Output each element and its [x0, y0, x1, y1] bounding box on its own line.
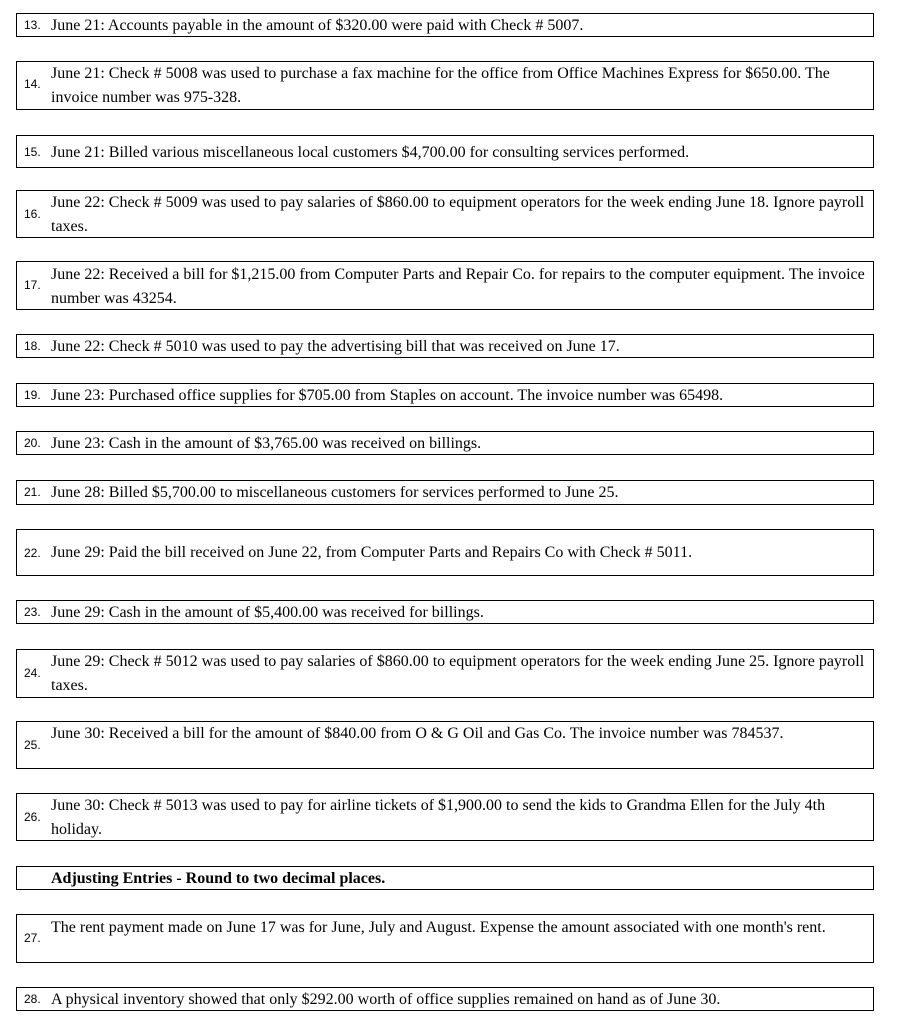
- list-item: [16, 334, 874, 358]
- item-number: 23.: [24, 605, 41, 619]
- list-item: [16, 529, 874, 576]
- item-number: 16.: [24, 207, 41, 221]
- item-text: June 21: Billed various miscellaneous local customers $4,700.00 for consulting services performed.: [51, 144, 690, 161]
- item-number: 17.: [24, 278, 41, 292]
- item-text: June 21: Accounts payable in the amount of $320.00 were paid with Check # 5007.: [51, 17, 584, 34]
- item-text: June 23: Cash in the amount of $3,765.00 was received on billings.: [51, 435, 482, 452]
- item-number: 15.: [24, 145, 41, 159]
- item-number: 26.: [24, 810, 41, 824]
- list-item: [16, 793, 874, 841]
- list-item: [16, 261, 874, 310]
- item-number: 22.: [24, 546, 41, 560]
- list-item: [16, 431, 874, 455]
- list-item: [16, 190, 874, 238]
- item-text: June 21: Check # 5008 was used to purchase a fax machine for the office from Office Machines Express for $650.00. The invoice number was 975-328.: [51, 65, 830, 106]
- item-number: 24.: [24, 666, 41, 680]
- item-number: 21.: [24, 485, 41, 499]
- item-number: 19.: [24, 388, 41, 402]
- list-item: [16, 13, 874, 37]
- item-number: 13.: [24, 18, 41, 32]
- list-item: [16, 61, 874, 110]
- list-item: [16, 480, 874, 505]
- item-number: 14.: [24, 77, 41, 91]
- item-number: 20.: [24, 436, 41, 450]
- item-text: June 28: Billed $5,700.00 to miscellaneous customers for services performed to June 25.: [51, 484, 619, 501]
- list-item: [16, 649, 874, 698]
- list-item: [16, 600, 874, 624]
- section-header-text: Adjusting Entries - Round to two decimal places.: [51, 870, 386, 887]
- list-item: [16, 987, 874, 1011]
- item-number: 28.: [24, 992, 41, 1006]
- list-item: [16, 914, 874, 963]
- item-text: A physical inventory showed that only $292.00 worth of office supplies remained on hand as of June 30.: [51, 991, 721, 1008]
- list-item: [16, 721, 874, 769]
- item-text: June 30: Check # 5013 was used to pay for airline tickets of $1,900.00 to send the kids to Grandma Ellen for the July 4th holiday.: [51, 797, 826, 838]
- item-text: June 29: Check # 5012 was used to pay salaries of $860.00 to equipment operators for the week ending June 25. Ignore payroll taxes.: [51, 653, 865, 694]
- list-item: [16, 383, 874, 407]
- item-text: June 23: Purchased office supplies for $705.00 from Staples on account. The invoice number was 65498.: [51, 387, 724, 404]
- list-item: [16, 135, 874, 168]
- item-text: June 29: Paid the bill received on June 22, from Computer Parts and Repairs Co with Check # 5011.: [51, 544, 693, 561]
- item-text: June 22: Check # 5010 was used to pay the advertising bill that was received on June 17.: [51, 338, 620, 355]
- item-number: 27.: [24, 931, 41, 945]
- section-header: [16, 866, 874, 890]
- item-number: 18.: [24, 339, 41, 353]
- item-text: June 22: Received a bill for $1,215.00 from Computer Parts and Repair Co. for repairs to the computer equipment. The invoice number was 43254.: [51, 266, 865, 307]
- item-text: June 29: Cash in the amount of $5,400.00 was received for billings.: [51, 604, 484, 621]
- item-text: June 22: Check # 5009 was used to pay salaries of $860.00 to equipment operators for the week ending June 18. Ignore payroll taxes.: [51, 194, 865, 235]
- item-text: June 30: Received a bill for the amount of $840.00 from O & G Oil and Gas Co. The invoice number was 784537.: [51, 725, 784, 742]
- item-text: The rent payment made on June 17 was for June, July and August. Expense the amount associated with one month's rent.: [51, 919, 826, 936]
- item-number: 25.: [24, 738, 41, 752]
